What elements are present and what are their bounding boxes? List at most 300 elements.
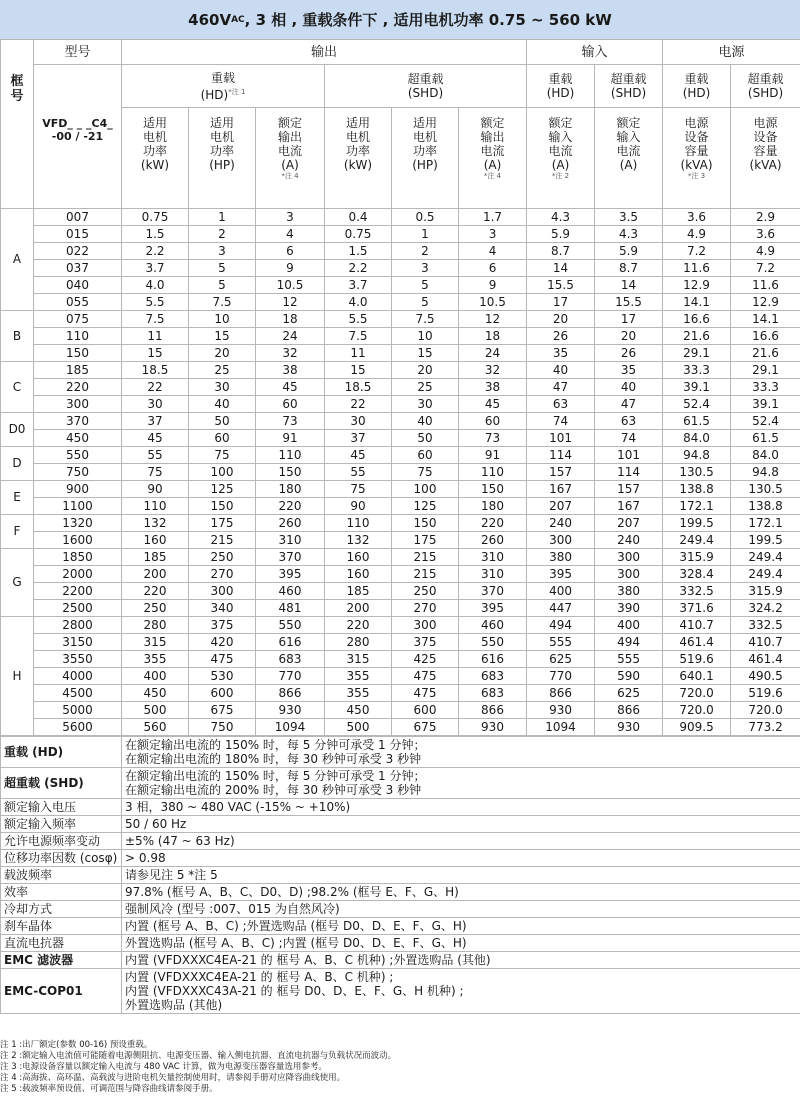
value-cell: 39.1 bbox=[731, 396, 800, 413]
table-row bbox=[1, 515, 800, 532]
value-cell: 52.4 bbox=[663, 396, 731, 413]
spec-row bbox=[1, 737, 800, 768]
value-cell: 125 bbox=[392, 498, 459, 515]
value-cell: 930 bbox=[459, 719, 527, 736]
value-cell: 519.6 bbox=[731, 685, 800, 702]
spec-row bbox=[1, 918, 800, 935]
model-cell: 4500 bbox=[34, 685, 122, 702]
spec-value bbox=[122, 884, 800, 901]
value-cell: 270 bbox=[392, 600, 459, 617]
frame-label: B bbox=[1, 311, 34, 362]
table-row bbox=[1, 396, 800, 413]
power-header: 电源 bbox=[663, 40, 800, 65]
input-hd-header: 重载 (HD) bbox=[527, 65, 595, 108]
value-cell: 370 bbox=[459, 583, 527, 600]
model-cell: 370 bbox=[34, 413, 122, 430]
value-cell: 930 bbox=[256, 702, 325, 719]
table-row bbox=[1, 702, 800, 719]
value-cell: 150 bbox=[256, 464, 325, 481]
value-cell: 460 bbox=[256, 583, 325, 600]
output-hd-header: 重载 (HD)$^{*注 1}$ bbox=[122, 65, 325, 108]
spec-line: 3 相，380 ~ 480 VAC (-15% ~ +10%) bbox=[125, 800, 351, 814]
value-cell: 0.75 bbox=[122, 209, 189, 226]
table-row bbox=[1, 311, 800, 328]
table-row bbox=[1, 362, 800, 379]
value-cell: 22 bbox=[325, 396, 392, 413]
model-cell: 5600 bbox=[34, 719, 122, 736]
value-cell: 150 bbox=[189, 498, 256, 515]
value-cell: 332.5 bbox=[731, 617, 800, 634]
value-cell: 215 bbox=[392, 566, 459, 583]
value-cell: 7.2 bbox=[663, 243, 731, 260]
model-cell: 3150 bbox=[34, 634, 122, 651]
input-shd-header: 超重载 (SHD) bbox=[595, 65, 663, 108]
value-cell: 300 bbox=[595, 549, 663, 566]
spec-row bbox=[1, 884, 800, 901]
table-row bbox=[1, 651, 800, 668]
column-header-line: (kVA) bbox=[749, 158, 782, 172]
spec-line: 内置 (VFDXXXC4EA-21 的 框号 A、B、C 机种) ;外置选购品 (其他) bbox=[125, 953, 491, 967]
title-text: , 3 相 , 重载条件下 , 适用电机功率 0.75 ~ 560 kW bbox=[244, 11, 612, 29]
spec-line: 内置 (VFDXXXC4EA-21 的 框号 A、B、C 机种) ; bbox=[125, 970, 394, 984]
table-row bbox=[1, 549, 800, 566]
table-row bbox=[1, 277, 800, 294]
value-cell: 530 bbox=[189, 668, 256, 685]
model-cell: 4000 bbox=[34, 668, 122, 685]
value-cell: 21.6 bbox=[731, 345, 800, 362]
spec-row bbox=[1, 952, 800, 969]
value-cell: 24 bbox=[256, 328, 325, 345]
value-cell: 29.1 bbox=[663, 345, 731, 362]
value-cell: 45 bbox=[459, 396, 527, 413]
value-cell: 3.6 bbox=[663, 209, 731, 226]
value-cell: 240 bbox=[595, 532, 663, 549]
frame-label: F bbox=[1, 515, 34, 549]
output-header: 输出 bbox=[122, 40, 527, 65]
value-cell: 50 bbox=[189, 413, 256, 430]
value-cell: 20 bbox=[189, 345, 256, 362]
value-cell: 167 bbox=[595, 498, 663, 515]
value-cell: 40 bbox=[189, 396, 256, 413]
value-cell: 773.2 bbox=[731, 719, 800, 736]
value-cell: 9 bbox=[256, 260, 325, 277]
value-cell: 160 bbox=[325, 549, 392, 566]
value-cell: 5 bbox=[392, 277, 459, 294]
value-cell: 75 bbox=[122, 464, 189, 481]
column-header bbox=[189, 108, 256, 209]
value-cell: 6 bbox=[256, 243, 325, 260]
value-cell: 90 bbox=[122, 481, 189, 498]
value-cell: 50 bbox=[392, 430, 459, 447]
column-header-line: 适用 bbox=[142, 116, 167, 130]
column-header bbox=[595, 108, 663, 209]
value-cell: 40 bbox=[527, 362, 595, 379]
column-header-line: (A) bbox=[483, 158, 502, 172]
column-header-line: (A) bbox=[551, 158, 570, 172]
table-row bbox=[1, 719, 800, 736]
value-cell: 220 bbox=[122, 583, 189, 600]
value-cell: 250 bbox=[392, 583, 459, 600]
spec-line: 请参见注 5 *注 5 bbox=[125, 868, 218, 882]
spec-table bbox=[0, 736, 800, 1014]
value-cell: 132 bbox=[122, 515, 189, 532]
value-cell: 500 bbox=[122, 702, 189, 719]
spec-value bbox=[122, 737, 800, 768]
value-cell: 12 bbox=[459, 311, 527, 328]
value-cell: 215 bbox=[392, 549, 459, 566]
value-cell: 15 bbox=[325, 362, 392, 379]
column-header-line: (kVA) bbox=[680, 158, 713, 172]
value-cell: 40 bbox=[595, 379, 663, 396]
value-cell: 45 bbox=[256, 379, 325, 396]
value-cell: 101 bbox=[595, 447, 663, 464]
column-header-line: 功率 bbox=[142, 144, 167, 158]
model-cell: 1850 bbox=[34, 549, 122, 566]
value-cell: 4 bbox=[459, 243, 527, 260]
column-header bbox=[392, 108, 459, 209]
column-header bbox=[527, 108, 595, 209]
table-row bbox=[1, 209, 800, 226]
value-cell: 63 bbox=[595, 413, 663, 430]
column-header-line: 容量 bbox=[753, 144, 778, 158]
value-cell: 110 bbox=[122, 498, 189, 515]
value-cell: 84.0 bbox=[663, 430, 731, 447]
value-cell: 1 bbox=[189, 209, 256, 226]
value-cell: 130.5 bbox=[731, 481, 800, 498]
value-cell: 4.9 bbox=[731, 243, 800, 260]
spec-key: 允许电源频率变动 bbox=[1, 833, 122, 850]
value-cell: 7.2 bbox=[731, 260, 800, 277]
value-cell: 17 bbox=[527, 294, 595, 311]
model-code: VFD_ _ _C4_ -00 / -21 bbox=[34, 65, 122, 209]
value-cell: 5.9 bbox=[595, 243, 663, 260]
value-cell: 260 bbox=[459, 532, 527, 549]
spec-value bbox=[122, 901, 800, 918]
value-cell: 866 bbox=[527, 685, 595, 702]
frame-label: E bbox=[1, 481, 34, 515]
value-cell: 61.5 bbox=[731, 430, 800, 447]
input-header: 输入 bbox=[527, 40, 663, 65]
value-cell: 38 bbox=[256, 362, 325, 379]
model-cell: 220 bbox=[34, 379, 122, 396]
value-cell: 260 bbox=[256, 515, 325, 532]
rating-table bbox=[0, 39, 800, 736]
value-cell: 249.4 bbox=[731, 566, 800, 583]
value-cell: 425 bbox=[392, 651, 459, 668]
frame-label: H bbox=[1, 617, 34, 736]
value-cell: 2.2 bbox=[325, 260, 392, 277]
value-cell: 625 bbox=[595, 685, 663, 702]
value-cell: 481 bbox=[256, 600, 325, 617]
spec-line: 97.8% (框号 A、B、C、D0、D) ;98.2% (框号 E、F、G、H) bbox=[125, 885, 459, 899]
column-header-line: (HP) bbox=[209, 158, 235, 172]
value-cell: 61.5 bbox=[663, 413, 731, 430]
spec-row bbox=[1, 969, 800, 1014]
value-cell: 675 bbox=[392, 719, 459, 736]
value-cell: 37 bbox=[122, 413, 189, 430]
spec-row bbox=[1, 768, 800, 799]
frame-header: 框号 bbox=[1, 40, 34, 209]
value-cell: 45 bbox=[122, 430, 189, 447]
spec-row bbox=[1, 816, 800, 833]
value-cell: 0.75 bbox=[325, 226, 392, 243]
frame-label: D0 bbox=[1, 413, 34, 447]
value-cell: 475 bbox=[392, 668, 459, 685]
value-cell: 47 bbox=[595, 396, 663, 413]
spec-key: 重载 (HD) bbox=[1, 737, 122, 768]
spec-key: 位移功率因数 (cosφ) bbox=[1, 850, 122, 867]
value-cell: 84.0 bbox=[731, 447, 800, 464]
value-cell: 180 bbox=[459, 498, 527, 515]
value-cell: 270 bbox=[189, 566, 256, 583]
table-row bbox=[1, 379, 800, 396]
value-cell: 909.5 bbox=[663, 719, 731, 736]
value-cell: 500 bbox=[325, 719, 392, 736]
value-cell: 4.3 bbox=[595, 226, 663, 243]
column-header bbox=[663, 108, 731, 209]
value-cell: 30 bbox=[122, 396, 189, 413]
value-cell: 32 bbox=[256, 345, 325, 362]
value-cell: 395 bbox=[459, 600, 527, 617]
value-cell: 461.4 bbox=[663, 634, 731, 651]
value-cell: 200 bbox=[122, 566, 189, 583]
value-cell: 5.5 bbox=[325, 311, 392, 328]
value-cell: 324.2 bbox=[731, 600, 800, 617]
table-row bbox=[1, 447, 800, 464]
title-voltage: 460V bbox=[188, 10, 232, 29]
value-cell: 38 bbox=[459, 379, 527, 396]
value-cell: 130.5 bbox=[663, 464, 731, 481]
value-cell: 1094 bbox=[256, 719, 325, 736]
value-cell: 125 bbox=[189, 481, 256, 498]
column-header-line: 额定 bbox=[616, 116, 641, 130]
value-cell: 110 bbox=[459, 464, 527, 481]
value-cell: 91 bbox=[256, 430, 325, 447]
value-cell: 770 bbox=[256, 668, 325, 685]
value-cell: 10.5 bbox=[256, 277, 325, 294]
value-cell: 20 bbox=[527, 311, 595, 328]
spec-value bbox=[122, 867, 800, 884]
value-cell: 390 bbox=[595, 600, 663, 617]
value-cell: 5 bbox=[189, 260, 256, 277]
value-cell: 3 bbox=[459, 226, 527, 243]
column-header-line: 功率 bbox=[345, 144, 370, 158]
value-cell: 90 bbox=[325, 498, 392, 515]
value-cell: 157 bbox=[527, 464, 595, 481]
model-cell: 007 bbox=[34, 209, 122, 226]
note-marker: *注 2 bbox=[551, 172, 570, 180]
value-cell: 10 bbox=[392, 328, 459, 345]
value-cell: 20 bbox=[392, 362, 459, 379]
model-cell: 5000 bbox=[34, 702, 122, 719]
value-cell: 400 bbox=[122, 668, 189, 685]
value-cell: 616 bbox=[459, 651, 527, 668]
column-header-line: 设备 bbox=[753, 130, 778, 144]
model-cell: 2800 bbox=[34, 617, 122, 634]
spec-key: 直流电抗器 bbox=[1, 935, 122, 952]
value-cell: 683 bbox=[459, 685, 527, 702]
spec-line: 外置选购品 (其他) bbox=[125, 998, 223, 1012]
value-cell: 7.5 bbox=[189, 294, 256, 311]
column-header-line: 额定 bbox=[548, 116, 573, 130]
spec-value bbox=[122, 850, 800, 867]
value-cell: 2.9 bbox=[731, 209, 800, 226]
column-header bbox=[122, 108, 189, 209]
value-cell: 1.5 bbox=[325, 243, 392, 260]
value-cell: 460 bbox=[459, 617, 527, 634]
value-cell: 220 bbox=[256, 498, 325, 515]
value-cell: 1.5 bbox=[122, 226, 189, 243]
value-cell: 20 bbox=[595, 328, 663, 345]
column-header-line: 电机 bbox=[345, 130, 370, 144]
value-cell: 8.7 bbox=[595, 260, 663, 277]
value-cell: 600 bbox=[392, 702, 459, 719]
value-cell: 400 bbox=[595, 617, 663, 634]
value-cell: 73 bbox=[459, 430, 527, 447]
column-header-line: 电源 bbox=[753, 116, 778, 130]
value-cell: 461.4 bbox=[731, 651, 800, 668]
value-cell: 110 bbox=[325, 515, 392, 532]
value-cell: 310 bbox=[256, 532, 325, 549]
value-cell: 94.8 bbox=[663, 447, 731, 464]
value-cell: 15.5 bbox=[595, 294, 663, 311]
value-cell: 560 bbox=[122, 719, 189, 736]
column-header-line: 电流 bbox=[616, 144, 641, 158]
value-cell: 47 bbox=[527, 379, 595, 396]
note-marker: *注 4 bbox=[483, 172, 502, 180]
value-cell: 10 bbox=[189, 311, 256, 328]
value-cell: 199.5 bbox=[663, 515, 731, 532]
value-cell: 250 bbox=[189, 549, 256, 566]
table-row bbox=[1, 566, 800, 583]
value-cell: 160 bbox=[325, 566, 392, 583]
power-shd-header: 超重载 (SHD) bbox=[731, 65, 800, 108]
value-cell: 494 bbox=[595, 634, 663, 651]
spec-line: ±5% (47 ~ 63 Hz) bbox=[125, 834, 235, 848]
value-cell: 15 bbox=[122, 345, 189, 362]
spec-key: EMC 滤波器 bbox=[1, 952, 122, 969]
value-cell: 7.5 bbox=[122, 311, 189, 328]
value-cell: 375 bbox=[189, 617, 256, 634]
column-header-line: (kW) bbox=[140, 158, 170, 172]
value-cell: 91 bbox=[459, 447, 527, 464]
note-marker: *注 4 bbox=[281, 172, 299, 180]
footnote: 注 4 :高海拔、高环温、高载波与进阶电机矢量控制使用时，请参阅手册对应降容曲线使用。 bbox=[0, 1073, 346, 1083]
table-row bbox=[1, 260, 800, 277]
value-cell: 475 bbox=[392, 685, 459, 702]
value-cell: 75 bbox=[189, 447, 256, 464]
value-cell: 199.5 bbox=[731, 532, 800, 549]
value-cell: 26 bbox=[595, 345, 663, 362]
table-row bbox=[1, 685, 800, 702]
column-header-line: 输入 bbox=[548, 130, 573, 144]
value-cell: 555 bbox=[527, 634, 595, 651]
value-cell: 167 bbox=[527, 481, 595, 498]
value-cell: 22 bbox=[122, 379, 189, 396]
value-cell: 55 bbox=[122, 447, 189, 464]
value-cell: 9 bbox=[459, 277, 527, 294]
value-cell: 18 bbox=[459, 328, 527, 345]
spec-line: 在额定输出电流的 200% 时，每 30 秒钟可承受 3 秒钟 bbox=[125, 783, 422, 797]
value-cell: 180 bbox=[256, 481, 325, 498]
value-cell: 0.4 bbox=[325, 209, 392, 226]
spec-line: 在额定输出电流的 180% 时，每 30 秒钟可承受 3 秒钟 bbox=[125, 752, 422, 766]
footnote: 注 1 :出厂额定(参数 00-16) 预设重载。 bbox=[0, 1040, 153, 1050]
value-cell: 720.0 bbox=[663, 702, 731, 719]
value-cell: 7.5 bbox=[325, 328, 392, 345]
spec-key: 冷却方式 bbox=[1, 901, 122, 918]
value-cell: 315.9 bbox=[731, 583, 800, 600]
value-cell: 770 bbox=[527, 668, 595, 685]
value-cell: 175 bbox=[189, 515, 256, 532]
column-header-line: 功率 bbox=[412, 144, 437, 158]
value-cell: 3.6 bbox=[731, 226, 800, 243]
power-hd-header: 重载 (HD) bbox=[663, 65, 731, 108]
value-cell: 555 bbox=[595, 651, 663, 668]
value-cell: 328.4 bbox=[663, 566, 731, 583]
value-cell: 930 bbox=[595, 719, 663, 736]
value-cell: 52.4 bbox=[731, 413, 800, 430]
value-cell: 15.5 bbox=[527, 277, 595, 294]
value-cell: 40 bbox=[392, 413, 459, 430]
table-row bbox=[1, 532, 800, 549]
value-cell: 1094 bbox=[527, 719, 595, 736]
column-header-line: 设备 bbox=[684, 130, 709, 144]
value-cell: 3 bbox=[392, 260, 459, 277]
value-cell: 150 bbox=[459, 481, 527, 498]
model-cell: 300 bbox=[34, 396, 122, 413]
value-cell: 0.5 bbox=[392, 209, 459, 226]
value-cell: 720.0 bbox=[731, 702, 800, 719]
value-cell: 24 bbox=[459, 345, 527, 362]
output-shd-header: 超重载 (SHD) bbox=[325, 65, 527, 108]
value-cell: 280 bbox=[325, 634, 392, 651]
value-cell: 60 bbox=[189, 430, 256, 447]
value-cell: 1 bbox=[392, 226, 459, 243]
spec-key: 超重载 (SHD) bbox=[1, 768, 122, 799]
value-cell: 12.9 bbox=[663, 277, 731, 294]
value-cell: 4.9 bbox=[663, 226, 731, 243]
value-cell: 114 bbox=[595, 464, 663, 481]
value-cell: 37 bbox=[325, 430, 392, 447]
value-cell: 866 bbox=[595, 702, 663, 719]
value-cell: 8.7 bbox=[527, 243, 595, 260]
column-header-line: (A) bbox=[281, 158, 299, 172]
spec-line: 内置 (VFDXXXC43A-21 的 框号 D0、D、E、F、G、H 机种) ; bbox=[125, 984, 464, 998]
column-header bbox=[459, 108, 527, 209]
value-cell: 750 bbox=[189, 719, 256, 736]
column-header-line: 电源 bbox=[684, 116, 709, 130]
value-cell: 395 bbox=[256, 566, 325, 583]
column-header bbox=[325, 108, 392, 209]
value-cell: 375 bbox=[392, 634, 459, 651]
value-cell: 380 bbox=[595, 583, 663, 600]
value-cell: 185 bbox=[325, 583, 392, 600]
value-cell: 616 bbox=[256, 634, 325, 651]
value-cell: 1.7 bbox=[459, 209, 527, 226]
value-cell: 100 bbox=[392, 481, 459, 498]
spec-key: 刹车晶体 bbox=[1, 918, 122, 935]
value-cell: 14 bbox=[527, 260, 595, 277]
value-cell: 132 bbox=[325, 532, 392, 549]
value-cell: 3.7 bbox=[325, 277, 392, 294]
value-cell: 12.9 bbox=[731, 294, 800, 311]
spec-row bbox=[1, 850, 800, 867]
column-header-line: 输出 bbox=[480, 130, 505, 144]
value-cell: 220 bbox=[325, 617, 392, 634]
value-cell: 494 bbox=[527, 617, 595, 634]
value-cell: 720.0 bbox=[663, 685, 731, 702]
